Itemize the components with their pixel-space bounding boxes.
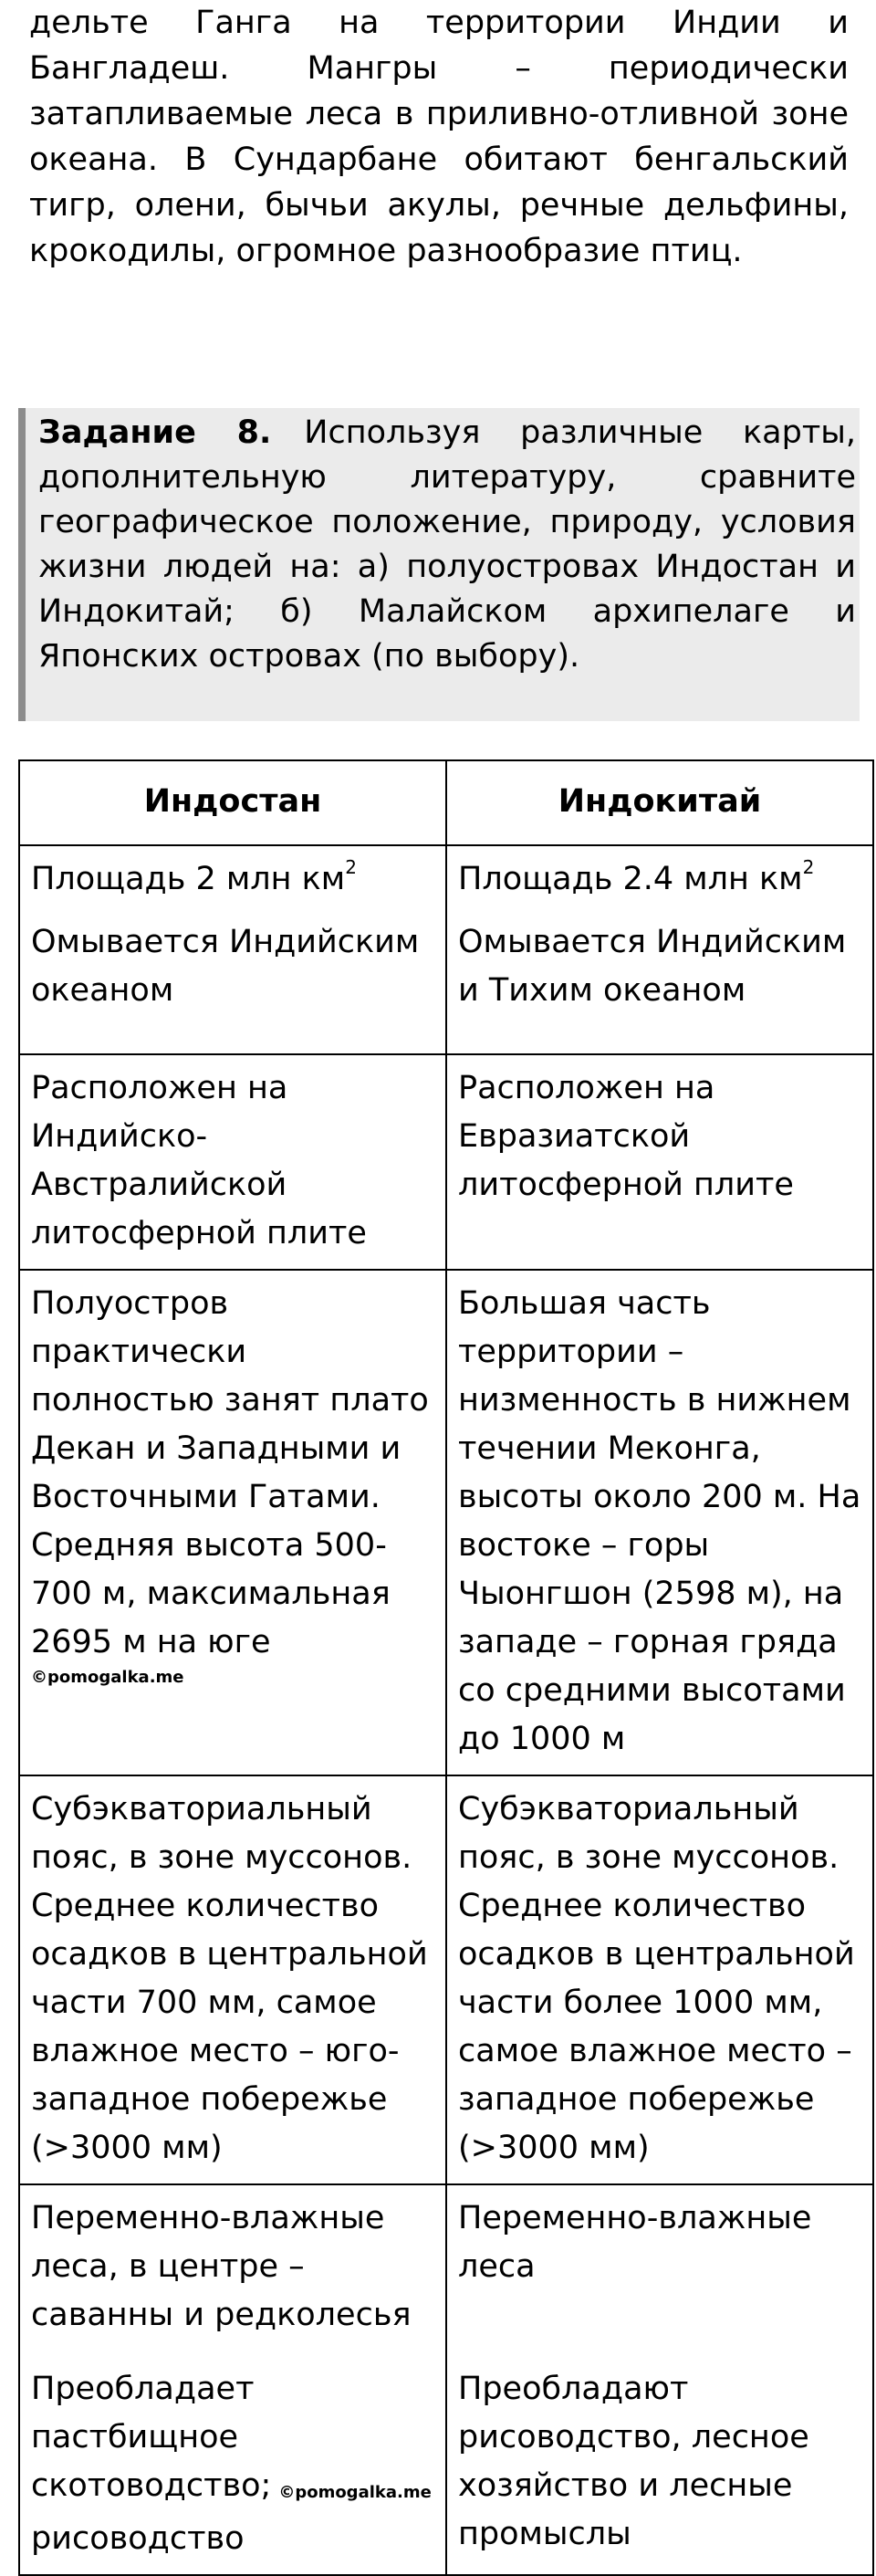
cell-indochina-plate: Расположен на Евразиатской литосферной плите (446, 1054, 873, 1270)
relief-text: Полуостров практически полностью занят плато Декан и Западными и Восточными Гатами. Средняя высота 500-700 м, максимальная 2695 м на юге (31, 1285, 429, 1660)
table-row (19, 1270, 873, 1775)
area-value: Площадь 2.4 млн км (458, 861, 803, 897)
table-header-row (19, 760, 873, 845)
cell-hindustan-economy (19, 2356, 446, 2575)
watermark: ©pomogalka.me (31, 1668, 184, 1687)
table-row (19, 1054, 873, 1270)
economy-text: Преобладает пастбищное скотоводство; (31, 2371, 272, 2504)
area-power: 2 (345, 856, 357, 878)
area-value: Площадь 2 млн км (31, 861, 346, 897)
ocean-line: Омывается Индийским океаном (31, 924, 420, 1009)
intro-paragraph: дельте Ганга на территории Индии и Бангладеш. Мангры – периодически затапливаемые леса в приливно-отливной зоне океана. В Сундарбане обитают бенгальский тигр, олени, бычьи акулы, речные дельфины, крокодилы, огромное разнообразие птиц. (29, 5, 849, 269)
header-indochina: Индокитай (446, 760, 873, 845)
task-label: Задание 8. (38, 414, 272, 451)
area-line (31, 855, 434, 904)
table-row (19, 845, 873, 1054)
cell-hindustan-climate: Субэкваториальный пояс, в зоне муссонов. Среднее количество осадков в центральной части 700 мм, самое влажное место – юго-западное побережье (>3000 мм) (19, 1775, 446, 2184)
table-row (19, 2356, 873, 2575)
table-row (19, 2184, 873, 2356)
area-line (458, 855, 861, 904)
cell-indochina-climate: Субэкваториальный пояс, в зоне муссонов. Среднее количество осадков в центральной части более 1000 мм, самое влажное место – западное побережье (>3000 мм) (446, 1775, 873, 2184)
cell-hindustan-plate: Расположен на Индийско-Австралийской литосферной плите (19, 1054, 446, 1270)
header-hindustan: Индостан (19, 760, 446, 845)
cell-hindustan-relief (19, 1270, 446, 1775)
ocean-line: Омывается Индийским и Тихим океаном (458, 924, 847, 1009)
cell-indochina-economy: Преобладают рисоводство, лесное хозяйство и лесные промыслы (446, 2356, 873, 2575)
comparison-table (18, 759, 874, 2576)
task-box (18, 408, 860, 721)
cell-indochina-area (446, 845, 873, 1054)
watermark: ©pomogalka.me (278, 2483, 432, 2502)
table-row (19, 1775, 873, 2184)
task-text: Используя различные карты, дополнительную литературу, сравните географическое положение, природу, условия жизни людей на: а) полуостровах Индостан и Индокитай; б) Малайском архипелаге и Японских островах (по выбору). (38, 414, 856, 675)
cell-hindustan-vegetation: Переменно-влажные леса, в центре – саванны и редколесья (19, 2184, 446, 2356)
cell-indochina-relief: Большая часть территории – низменность в нижнем течении Меконга, высоты около 200 м. На востоке – горы Чыонгшон (2598 м), на западе – горная гряда со средними высотами до 1000 м (446, 1270, 873, 1775)
cell-hindustan-area (19, 845, 446, 1054)
cell-indochina-vegetation: Переменно-влажные леса (446, 2184, 873, 2356)
area-power: 2 (802, 856, 815, 878)
economy-tail: рисоводство (31, 2520, 245, 2557)
task-statement (38, 411, 856, 679)
